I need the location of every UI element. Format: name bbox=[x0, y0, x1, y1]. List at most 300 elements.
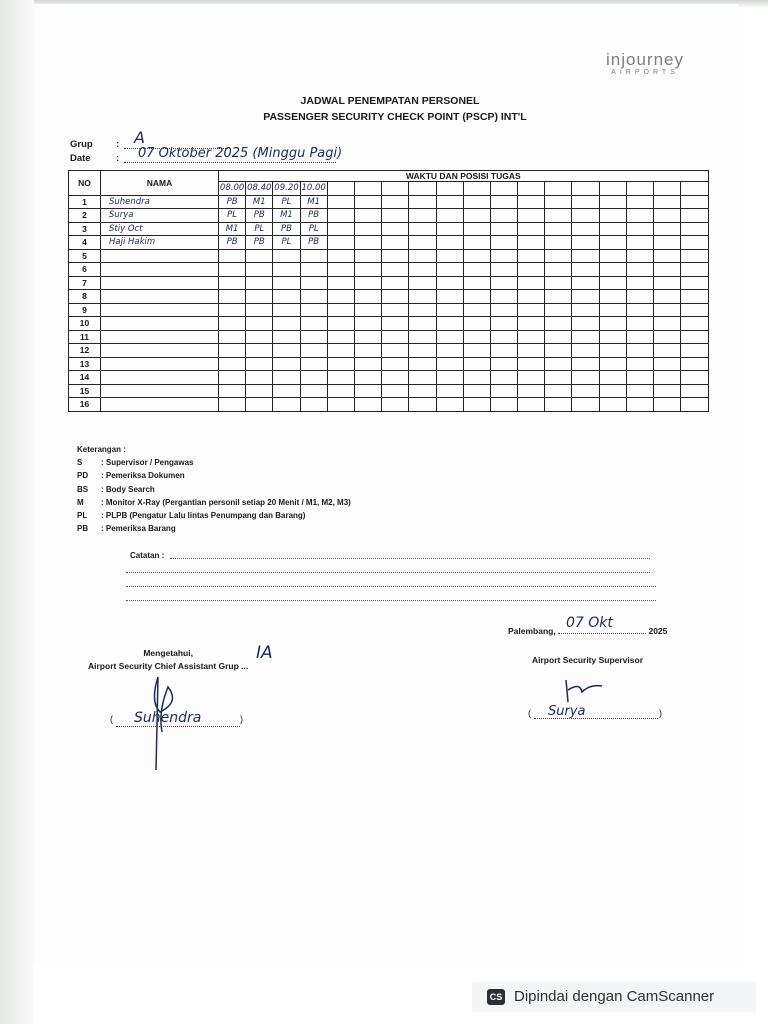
empty-cell bbox=[599, 357, 626, 371]
empty-cell bbox=[382, 222, 409, 236]
empty-cell bbox=[382, 384, 409, 398]
empty-time-header bbox=[463, 182, 490, 196]
legend-item: M : Monitor X-Ray (Pergantian personil setiap 20 Menit / M1, M2, M3) bbox=[77, 497, 351, 507]
row-no: 16 bbox=[69, 398, 101, 412]
empty-cell bbox=[626, 371, 653, 385]
row-nama bbox=[101, 317, 219, 331]
empty-cell bbox=[654, 303, 681, 317]
row-no: 15 bbox=[69, 384, 101, 398]
empty-cell bbox=[490, 290, 517, 304]
empty-cell bbox=[436, 330, 463, 344]
empty-cell bbox=[409, 290, 436, 304]
empty-cell bbox=[354, 236, 381, 250]
empty-cell bbox=[409, 371, 436, 385]
empty-cell bbox=[490, 263, 517, 277]
row-tugas bbox=[273, 384, 300, 398]
empty-cell bbox=[626, 195, 653, 209]
row-nama bbox=[101, 398, 219, 412]
row-no: 6 bbox=[69, 263, 101, 277]
empty-cell bbox=[599, 344, 626, 358]
empty-cell bbox=[545, 222, 572, 236]
grup-value: A bbox=[134, 128, 145, 147]
empty-cell bbox=[572, 384, 599, 398]
col-nama-header: NAMA bbox=[101, 171, 219, 196]
row-tugas: PB bbox=[246, 209, 273, 223]
empty-cell bbox=[545, 398, 572, 412]
empty-cell bbox=[599, 290, 626, 304]
row-tugas bbox=[246, 263, 273, 277]
empty-cell bbox=[518, 344, 545, 358]
empty-cell bbox=[654, 357, 681, 371]
row-tugas: PL bbox=[219, 209, 246, 223]
empty-cell bbox=[545, 236, 572, 250]
empty-cell bbox=[409, 236, 436, 250]
empty-cell bbox=[545, 317, 572, 331]
empty-cell bbox=[654, 249, 681, 263]
row-no: 7 bbox=[69, 276, 101, 290]
empty-cell bbox=[518, 236, 545, 250]
catatan-label: Catatan : bbox=[130, 551, 165, 560]
empty-cell bbox=[599, 276, 626, 290]
table-row bbox=[69, 249, 709, 263]
row-no: 12 bbox=[69, 344, 101, 358]
empty-cell bbox=[490, 398, 517, 412]
empty-cell bbox=[681, 222, 708, 236]
row-tugas bbox=[273, 357, 300, 371]
empty-cell bbox=[327, 195, 354, 209]
empty-time-header bbox=[654, 182, 681, 196]
row-tugas: PB bbox=[273, 222, 300, 236]
empty-time-header bbox=[681, 182, 708, 196]
empty-cell bbox=[354, 209, 381, 223]
year-label: 2025 bbox=[648, 626, 668, 636]
empty-cell bbox=[545, 384, 572, 398]
row-tugas bbox=[300, 398, 327, 412]
empty-cell bbox=[599, 263, 626, 277]
empty-cell bbox=[490, 330, 517, 344]
empty-cell bbox=[681, 249, 708, 263]
row-no: 2 bbox=[69, 209, 101, 223]
empty-cell bbox=[518, 263, 545, 277]
empty-cell bbox=[545, 330, 572, 344]
empty-cell bbox=[599, 371, 626, 385]
empty-cell bbox=[681, 263, 708, 277]
empty-cell bbox=[463, 398, 490, 412]
empty-cell bbox=[409, 249, 436, 263]
row-tugas bbox=[246, 276, 273, 290]
table-row bbox=[69, 263, 709, 277]
row-tugas bbox=[273, 276, 300, 290]
table-row bbox=[69, 398, 709, 412]
empty-cell bbox=[681, 276, 708, 290]
empty-cell bbox=[327, 209, 354, 223]
row-tugas: M1 bbox=[219, 222, 246, 236]
left-name-dotline bbox=[116, 726, 240, 727]
empty-cell bbox=[463, 222, 490, 236]
row-nama bbox=[101, 357, 219, 371]
empty-cell bbox=[654, 195, 681, 209]
empty-cell bbox=[681, 236, 708, 250]
time-header: 09.20 bbox=[274, 183, 299, 194]
row-no: 8 bbox=[69, 290, 101, 304]
empty-cell bbox=[681, 195, 708, 209]
empty-cell bbox=[354, 290, 381, 304]
empty-cell bbox=[518, 222, 545, 236]
empty-cell bbox=[545, 276, 572, 290]
empty-cell bbox=[518, 209, 545, 223]
row-nama bbox=[101, 290, 219, 304]
empty-cell bbox=[382, 195, 409, 209]
grup-handwritten: IA bbox=[256, 643, 273, 663]
empty-cell bbox=[382, 209, 409, 223]
row-tugas bbox=[246, 330, 273, 344]
legend bbox=[77, 445, 351, 537]
row-nama bbox=[101, 263, 219, 277]
empty-cell bbox=[518, 276, 545, 290]
empty-cell bbox=[490, 384, 517, 398]
empty-cell bbox=[654, 317, 681, 331]
camscanner-icon: CS bbox=[487, 989, 505, 1005]
empty-cell bbox=[409, 195, 436, 209]
empty-time-header bbox=[599, 182, 626, 196]
empty-cell bbox=[599, 317, 626, 331]
empty-cell bbox=[599, 330, 626, 344]
schedule-table bbox=[68, 170, 709, 412]
date-label: Date : bbox=[70, 153, 120, 164]
row-tugas bbox=[219, 290, 246, 304]
row-tugas bbox=[219, 303, 246, 317]
empty-cell bbox=[382, 357, 409, 371]
empty-time-header bbox=[490, 182, 517, 196]
legend-title: Keterangan : bbox=[77, 445, 126, 454]
row-tugas: PB bbox=[246, 236, 273, 250]
camscanner-text: Dipindai dengan CamScanner bbox=[514, 988, 715, 1005]
row-tugas bbox=[246, 317, 273, 331]
empty-cell bbox=[382, 344, 409, 358]
empty-cell bbox=[327, 344, 354, 358]
left-name: Suhendra bbox=[134, 710, 202, 726]
row-tugas bbox=[300, 384, 327, 398]
empty-cell bbox=[409, 209, 436, 223]
empty-cell bbox=[382, 236, 409, 250]
row-tugas: PL bbox=[273, 195, 300, 209]
empty-cell bbox=[681, 344, 708, 358]
catatan-line-2 bbox=[126, 572, 650, 573]
row-tugas: PB bbox=[300, 236, 327, 250]
row-nama: Stiy Oct bbox=[101, 222, 219, 236]
row-tugas bbox=[219, 344, 246, 358]
empty-cell bbox=[463, 195, 490, 209]
table-row bbox=[69, 371, 709, 385]
row-tugas bbox=[246, 290, 273, 304]
row-no: 10 bbox=[69, 317, 101, 331]
row-tugas: PB bbox=[219, 236, 246, 250]
table-row bbox=[69, 384, 709, 398]
empty-cell bbox=[572, 330, 599, 344]
table-row bbox=[69, 195, 709, 209]
empty-cell bbox=[572, 357, 599, 371]
empty-cell bbox=[518, 398, 545, 412]
empty-cell bbox=[436, 384, 463, 398]
empty-cell bbox=[545, 249, 572, 263]
empty-cell bbox=[572, 209, 599, 223]
row-tugas bbox=[273, 249, 300, 263]
empty-cell bbox=[626, 317, 653, 331]
row-tugas bbox=[300, 249, 327, 263]
empty-cell bbox=[545, 209, 572, 223]
empty-cell bbox=[354, 384, 381, 398]
row-tugas bbox=[246, 384, 273, 398]
empty-cell bbox=[572, 398, 599, 412]
empty-cell bbox=[436, 222, 463, 236]
row-tugas bbox=[219, 276, 246, 290]
row-tugas: M1 bbox=[246, 195, 273, 209]
empty-cell bbox=[409, 222, 436, 236]
empty-cell bbox=[654, 330, 681, 344]
empty-cell bbox=[354, 371, 381, 385]
row-tugas bbox=[300, 263, 327, 277]
empty-cell bbox=[518, 290, 545, 304]
empty-cell bbox=[463, 236, 490, 250]
empty-cell bbox=[354, 303, 381, 317]
empty-cell bbox=[327, 371, 354, 385]
table-row bbox=[69, 330, 709, 344]
logo-word: injourney bbox=[606, 50, 684, 69]
row-tugas bbox=[219, 398, 246, 412]
empty-cell bbox=[354, 344, 381, 358]
time-header: 08.00 bbox=[219, 183, 245, 194]
empty-cell bbox=[327, 317, 354, 331]
empty-cell bbox=[545, 263, 572, 277]
empty-time-header bbox=[545, 182, 572, 196]
empty-cell bbox=[436, 344, 463, 358]
mengetahui-label: Mengetahui, bbox=[143, 648, 193, 658]
table-row bbox=[69, 344, 709, 358]
empty-cell bbox=[327, 263, 354, 277]
row-no: 1 bbox=[69, 195, 101, 209]
table-row bbox=[69, 276, 709, 290]
row-tugas bbox=[273, 263, 300, 277]
empty-cell bbox=[382, 371, 409, 385]
chief-assistant-role: Airport Security Chief Assistant Grup ... bbox=[88, 661, 249, 671]
row-no: 4 bbox=[69, 236, 101, 250]
empty-cell bbox=[545, 303, 572, 317]
empty-cell bbox=[545, 195, 572, 209]
row-nama: Surya bbox=[101, 209, 219, 223]
table-row bbox=[69, 209, 709, 223]
row-nama bbox=[101, 330, 219, 344]
empty-cell bbox=[436, 236, 463, 250]
empty-cell bbox=[327, 303, 354, 317]
empty-cell bbox=[490, 344, 517, 358]
row-no: 3 bbox=[69, 222, 101, 236]
row-tugas: M1 bbox=[300, 195, 327, 209]
right-name-open: ( bbox=[528, 708, 531, 718]
empty-cell bbox=[354, 276, 381, 290]
empty-cell bbox=[626, 263, 653, 277]
empty-cell bbox=[382, 263, 409, 277]
empty-cell bbox=[490, 303, 517, 317]
empty-cell bbox=[626, 236, 653, 250]
empty-cell bbox=[436, 290, 463, 304]
empty-cell bbox=[654, 344, 681, 358]
legend-item: PL : PLPB (Pengatur Lalu lintas Penumpang dan Barang) bbox=[77, 510, 306, 520]
empty-cell bbox=[654, 384, 681, 398]
row-tugas bbox=[300, 371, 327, 385]
empty-cell bbox=[626, 344, 653, 358]
empty-cell bbox=[436, 209, 463, 223]
empty-cell bbox=[463, 357, 490, 371]
empty-cell bbox=[654, 236, 681, 250]
empty-cell bbox=[382, 290, 409, 304]
injourney-logo bbox=[606, 50, 684, 76]
empty-cell bbox=[599, 236, 626, 250]
empty-cell bbox=[681, 357, 708, 371]
empty-cell bbox=[463, 263, 490, 277]
row-nama bbox=[101, 344, 219, 358]
empty-cell bbox=[572, 344, 599, 358]
empty-cell bbox=[654, 276, 681, 290]
empty-cell bbox=[354, 249, 381, 263]
right-name-close: ) bbox=[659, 708, 662, 718]
empty-cell bbox=[545, 357, 572, 371]
table-row bbox=[69, 317, 709, 331]
empty-cell bbox=[572, 290, 599, 304]
row-tugas bbox=[300, 290, 327, 304]
row-tugas bbox=[219, 249, 246, 263]
empty-cell bbox=[599, 303, 626, 317]
empty-cell bbox=[463, 317, 490, 331]
empty-cell bbox=[545, 371, 572, 385]
empty-cell bbox=[436, 398, 463, 412]
row-tugas bbox=[273, 330, 300, 344]
empty-time-header bbox=[518, 182, 545, 196]
row-nama bbox=[101, 371, 219, 385]
row-tugas bbox=[219, 384, 246, 398]
empty-cell bbox=[409, 384, 436, 398]
empty-cell bbox=[654, 290, 681, 304]
row-tugas bbox=[219, 357, 246, 371]
empty-cell bbox=[382, 276, 409, 290]
row-tugas bbox=[273, 290, 300, 304]
empty-time-header bbox=[572, 182, 599, 196]
empty-cell bbox=[626, 222, 653, 236]
empty-cell bbox=[599, 384, 626, 398]
empty-cell bbox=[626, 357, 653, 371]
catatan-line-4 bbox=[126, 600, 656, 601]
table-row bbox=[69, 236, 709, 250]
empty-cell bbox=[327, 384, 354, 398]
empty-cell bbox=[572, 263, 599, 277]
empty-cell bbox=[382, 303, 409, 317]
row-tugas: PL bbox=[273, 236, 300, 250]
empty-cell bbox=[518, 371, 545, 385]
empty-cell bbox=[354, 357, 381, 371]
empty-cell bbox=[490, 236, 517, 250]
row-tugas bbox=[300, 344, 327, 358]
table-row bbox=[69, 290, 709, 304]
empty-cell bbox=[518, 195, 545, 209]
date-handwritten: 07 Okt bbox=[566, 615, 613, 631]
empty-cell bbox=[382, 249, 409, 263]
grup-label: Grup : bbox=[70, 139, 120, 150]
row-tugas bbox=[219, 330, 246, 344]
empty-cell bbox=[409, 263, 436, 277]
row-tugas bbox=[246, 249, 273, 263]
empty-cell bbox=[654, 209, 681, 223]
row-tugas bbox=[219, 317, 246, 331]
empty-cell bbox=[354, 330, 381, 344]
row-tugas bbox=[246, 303, 273, 317]
row-nama bbox=[101, 384, 219, 398]
row-tugas bbox=[273, 398, 300, 412]
row-tugas bbox=[300, 330, 327, 344]
row-tugas bbox=[246, 357, 273, 371]
empty-cell bbox=[490, 222, 517, 236]
time-header: 08.40 bbox=[247, 183, 272, 194]
empty-time-header bbox=[626, 182, 653, 196]
empty-cell bbox=[463, 384, 490, 398]
empty-cell bbox=[436, 195, 463, 209]
empty-cell bbox=[626, 276, 653, 290]
catatan-line-1 bbox=[170, 558, 650, 559]
empty-cell bbox=[626, 384, 653, 398]
empty-cell bbox=[382, 317, 409, 331]
empty-cell bbox=[572, 249, 599, 263]
row-tugas: PL bbox=[300, 222, 327, 236]
empty-cell bbox=[463, 344, 490, 358]
table-row bbox=[69, 222, 709, 236]
row-tugas bbox=[219, 371, 246, 385]
empty-time-header bbox=[354, 182, 381, 196]
empty-cell bbox=[463, 303, 490, 317]
row-tugas bbox=[273, 317, 300, 331]
empty-cell bbox=[409, 303, 436, 317]
empty-time-header bbox=[436, 182, 463, 196]
empty-cell bbox=[409, 317, 436, 331]
empty-cell bbox=[354, 317, 381, 331]
legend-item: PD : Pemeriksa Dokumen bbox=[77, 471, 185, 481]
row-tugas bbox=[300, 276, 327, 290]
empty-cell bbox=[572, 236, 599, 250]
empty-cell bbox=[626, 398, 653, 412]
empty-cell bbox=[490, 249, 517, 263]
row-tugas bbox=[300, 303, 327, 317]
row-tugas bbox=[246, 398, 273, 412]
empty-cell bbox=[490, 357, 517, 371]
empty-cell bbox=[490, 276, 517, 290]
empty-cell bbox=[599, 249, 626, 263]
empty-cell bbox=[327, 236, 354, 250]
row-nama bbox=[101, 276, 219, 290]
empty-cell bbox=[490, 371, 517, 385]
empty-cell bbox=[681, 290, 708, 304]
catatan-line-3 bbox=[126, 586, 656, 587]
empty-cell bbox=[681, 303, 708, 317]
row-tugas: PB bbox=[300, 209, 327, 223]
date-dotline bbox=[124, 162, 336, 163]
empty-cell bbox=[599, 195, 626, 209]
col-waktu-header: WAKTU DAN POSISI TUGAS bbox=[219, 171, 709, 182]
empty-cell bbox=[599, 209, 626, 223]
empty-cell bbox=[463, 290, 490, 304]
empty-cell bbox=[382, 398, 409, 412]
empty-cell bbox=[436, 303, 463, 317]
row-tugas bbox=[300, 357, 327, 371]
empty-cell bbox=[436, 357, 463, 371]
row-tugas: PL bbox=[246, 222, 273, 236]
row-nama bbox=[101, 303, 219, 317]
